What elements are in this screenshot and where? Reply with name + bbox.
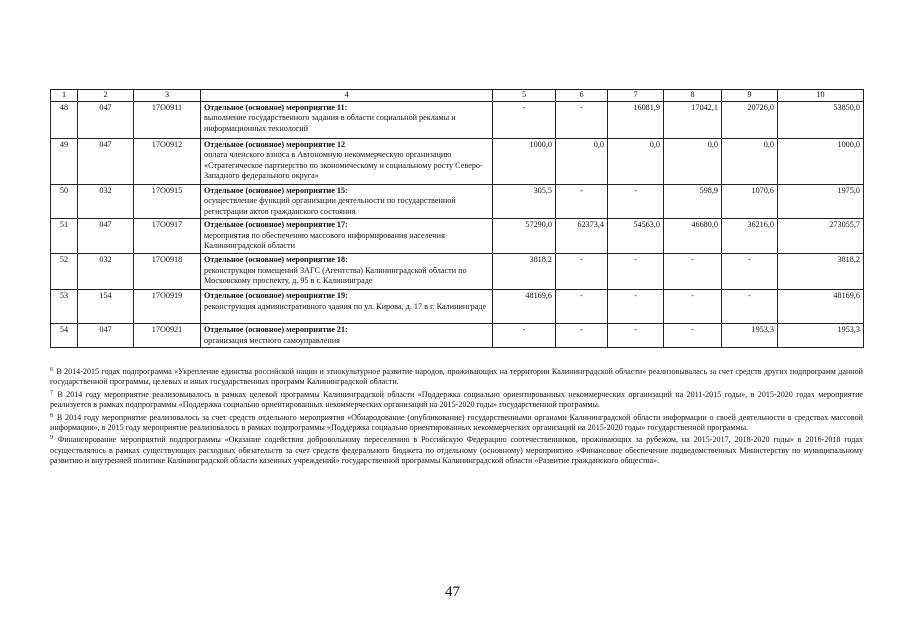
header-cell: 2 [78, 90, 134, 102]
measure-body: выполнение государственного задания в области социальной рекламы и информационных технологий [204, 113, 456, 133]
value-cell-6: - [556, 101, 608, 138]
measure-body: мероприятия по обеспечению массового информирования населения Калининградской области [204, 230, 445, 250]
code-cell: 047 [78, 138, 134, 184]
value-cell-7: - [608, 290, 664, 324]
footnote [50, 388, 863, 411]
footnote-text: В 2014 году мероприятие реализовывалось в рамках целевой программы Калининградской области «Поддержка социально ориентированных некоммерческих организаций на 2011-2015 годы», в 2015-2020 годах мероприятие реализуется в рамках подпрограммы «Поддержка социально ориентированных некоммерческих организаций на 2015-2020 годы» государственной программы. [50, 389, 863, 410]
value-cell-9: - [722, 290, 778, 324]
kbk-cell: 17О0911 [134, 101, 201, 138]
value-cell-7: - [608, 184, 664, 219]
value-cell-6: - [556, 324, 608, 348]
measure-body: осуществление функций организации деятельности по государственной регистрации актов гражданского состояния [204, 196, 456, 216]
measure-title: Отдельное (основное) мероприятие 17: [204, 220, 348, 229]
value-cell-8: - [664, 254, 722, 290]
value-cell-7: - [608, 324, 664, 348]
table-row [51, 184, 864, 219]
value-cell-6: - [556, 254, 608, 290]
value-cell-9: - [722, 254, 778, 290]
value-cell-10: 1000,0 [778, 138, 864, 184]
table-header-row [51, 90, 864, 102]
value-cell-8: - [664, 290, 722, 324]
header-cell: 8 [664, 90, 722, 102]
description-cell [201, 219, 493, 254]
kbk-cell: 17О0915 [134, 184, 201, 219]
footnote-mark: 6 [50, 367, 53, 373]
value-cell-5: 1000,0 [493, 138, 556, 184]
measure-body: оплата членского взноса в Автономную некоммерческую организацию «Стратегическое партнерство по экономическому и социальному росту Северо-Западного федерального округа» [204, 150, 483, 180]
header-cell: 9 [722, 90, 778, 102]
value-cell-6: - [556, 184, 608, 219]
table-row [51, 254, 864, 290]
kbk-cell: 17О0921 [134, 324, 201, 348]
value-cell-8: - [664, 324, 722, 348]
footnote [50, 433, 863, 466]
row-number-cell: 54 [51, 324, 78, 348]
funding-table [50, 89, 864, 348]
value-cell-8: 46680,0 [664, 219, 722, 254]
kbk-cell: 17О0912 [134, 138, 201, 184]
code-cell: 154 [78, 290, 134, 324]
value-cell-5: 48169,6 [493, 290, 556, 324]
table-row [51, 101, 864, 138]
description-cell [201, 254, 493, 290]
header-cell: 5 [493, 90, 556, 102]
footnote-mark: 9 [50, 435, 53, 442]
measure-title: Отдельное (основное) мероприятие 12 [204, 139, 346, 149]
value-cell-9: 0,0 [722, 138, 778, 184]
header-cell: 4 [201, 90, 493, 102]
page-number: 47 [445, 584, 460, 600]
value-cell-9: 36216,0 [722, 219, 778, 254]
value-cell-5: 57290,0 [493, 219, 556, 254]
table-row [51, 138, 864, 184]
table-row [51, 290, 864, 324]
value-cell-9: 20726,0 [722, 101, 778, 138]
header-cell: 6 [556, 90, 608, 102]
row-number-cell: 51 [51, 219, 78, 254]
measure-title: Отдельное (основное) мероприятие 11: [204, 102, 348, 112]
value-cell-8: 0,0 [664, 138, 722, 184]
code-cell: 032 [78, 184, 134, 219]
value-cell-7: 0,0 [608, 138, 664, 184]
footnote-text: Финансирование мероприятий подпрограммы «Оказание содействия добровольному переселению в Российскую Федерацию соотечественников, проживающих за рубежом, на 2015-2017, 2018-2020 годы» в 2016-2018 годах осуществлялось в рамках существующих расходных обязательств за счет средств федерального бюджета по отдельному (основному) мероприятию «Финансовое обеспечение подведомственных Министерству по муниципальному развитию и внутренней политике Калининградской области казенных учреждений» государственной программы Калининградской области «Развитие гражданского общества». [50, 435, 863, 466]
value-cell-7: 16081,9 [608, 101, 664, 138]
footnote [50, 365, 863, 388]
footnote-text: В 2014 году мероприятие реализовалось за счет средств отдельного мероприятия «Обнародование (опубликование) государственными органами Калининградской области информации о своей деятельности в средствах массовой информации», в 2015 году мероприятие реализовалось в рамках подпрограммы «Поддержка социально ориентированных некоммерческих организаций на 2015-2020 годы» государственной программы. [50, 412, 863, 433]
header-cell: 1 [51, 90, 78, 102]
value-cell-7: - [608, 254, 664, 290]
code-cell: 047 [78, 324, 134, 348]
row-number-cell: 48 [51, 101, 78, 138]
value-cell-9: 1953,3 [722, 324, 778, 348]
value-cell-10: 53850,0 [778, 101, 864, 138]
kbk-cell: 17О0919 [134, 290, 201, 324]
description-cell [201, 290, 493, 324]
value-cell-10: 273055,7 [778, 219, 864, 254]
footnote-mark: 8 [50, 412, 53, 419]
value-cell-10: 3818,2 [778, 254, 864, 290]
kbk-cell: 17О0917 [134, 219, 201, 254]
measure-body: организация местного самоуправления [204, 335, 340, 345]
row-number-cell: 53 [51, 290, 78, 324]
row-number-cell: 52 [51, 254, 78, 290]
table-row [51, 324, 864, 348]
value-cell-10: 1975,0 [778, 184, 864, 219]
value-cell-8: 598,9 [664, 184, 722, 219]
value-cell-5: - [493, 101, 556, 138]
value-cell-5: - [493, 324, 556, 348]
measure-title: Отдельное (основное) мероприятие 21: [204, 325, 348, 334]
value-cell-5: 305,5 [493, 184, 556, 219]
description-cell [201, 138, 493, 184]
measure-title: Отдельное (основное) мероприятие 18: [204, 255, 348, 264]
value-cell-9: 1070,6 [722, 184, 778, 219]
header-cell: 7 [608, 90, 664, 102]
code-cell: 047 [78, 219, 134, 254]
header-cell: 3 [134, 90, 201, 102]
description-cell [201, 101, 493, 138]
row-number-cell: 50 [51, 184, 78, 219]
code-cell: 047 [78, 101, 134, 138]
header-cell: 10 [778, 90, 864, 102]
value-cell-6: - [556, 290, 608, 324]
value-cell-10: 48169,6 [778, 290, 864, 324]
value-cell-6: 0,0 [556, 138, 608, 184]
measure-title: Отдельное (основное) мероприятие 19: [204, 291, 348, 300]
measure-title: Отдельное (основное) мероприятие 15: [204, 185, 348, 195]
footnotes [50, 365, 863, 467]
footnote-mark: 7 [50, 389, 53, 396]
code-cell: 032 [78, 254, 134, 290]
value-cell-10: 1953,3 [778, 324, 864, 348]
footnote-text: В 2014-2015 годах подпрограмма «Укрепление единства российской нации и этнокультурное развитие народов, проживающих на территории Калининградской области» реализовывалась за счет средств других подпрограмм данной государственной программы, целевых и иных государственных программ Калининградской области. [50, 367, 863, 387]
measure-body: реконструкция административного здания по ул. Кирова, д. 17 в г. Калининграде [204, 301, 487, 311]
value-cell-6: 62373,4 [556, 219, 608, 254]
description-cell [201, 184, 493, 219]
value-cell-8: 17042,1 [664, 101, 722, 138]
table-row [51, 219, 864, 254]
value-cell-5: 3818,2 [493, 254, 556, 290]
kbk-cell: 17О0918 [134, 254, 201, 290]
value-cell-7: 54563,0 [608, 219, 664, 254]
description-cell [201, 324, 493, 348]
footnote [50, 411, 863, 434]
row-number-cell: 49 [51, 138, 78, 184]
measure-body: реконструкция помещений ЗАГС (Агентства) Калининградской области по Московскому проспекту, д. 95 в г. Калининграде [204, 265, 467, 285]
